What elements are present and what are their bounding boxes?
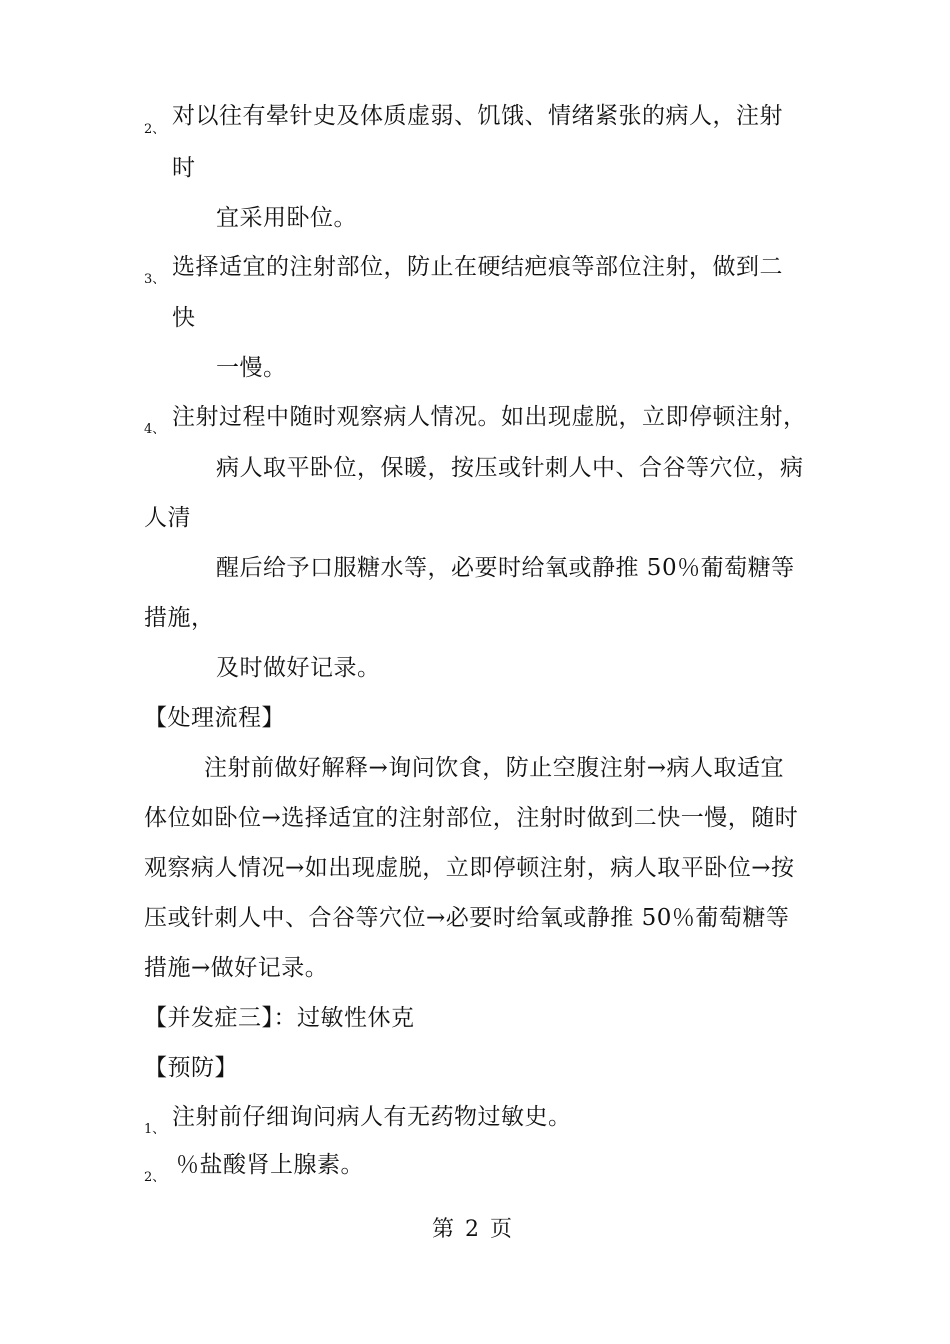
process-line-3: 观察病人情况→如出现虚脱，立即停顿注射，病人取平卧位→按 (144, 855, 795, 881)
complication-3-heading: 【并发症三】：过敏性休克 (144, 1005, 415, 1031)
prevention-heading: 【预防】 (144, 1055, 238, 1081)
prevention-item-2: ％盐酸肾上腺素。 (176, 1152, 364, 1178)
process-line-2: 体位如卧位→选择适宜的注射部位，注射时做到二快一慢，随时 (144, 805, 799, 831)
item-3-line-2: 快 (172, 305, 196, 331)
process-line-1: 注射前做好解释→询问饮食，防止空腹注射→病人取适宜 (204, 755, 785, 781)
item-4-line-3: 人清 (144, 505, 191, 531)
process-heading: 【处理流程】 (144, 705, 285, 731)
item-4-line-2: 病人取平卧位，保暖，按压或针刺人中、合谷等穴位，病 (216, 455, 804, 481)
item-4-line-5: 措施， (144, 605, 215, 631)
item-2-line-1: 对以往有晕针史及体质虚弱、饥饿、情绪紧张的病人，注射 (172, 103, 783, 129)
page-number: 第 2 页 (432, 1217, 514, 1242)
prevention-item-1: 注射前仔细询问病人有无药物过敏史。 (172, 1104, 572, 1130)
item-4-line-6: 及时做好记录。 (216, 655, 381, 681)
process-line-4: 压或针刺人中、合谷等穴位→必要时给氧或静推 50％葡萄糖等 (144, 905, 790, 931)
item-3-line-3: 一慢。 (216, 355, 287, 381)
item-2-line-3: 宜采用卧位。 (216, 205, 357, 231)
item-4-line-4: 醒后给予口服糖水等，必要时给氧或静推 50％葡萄糖等 (216, 555, 795, 581)
prevention-number-2: 2、 (144, 1170, 166, 1185)
list-number-4: 4、 (144, 422, 166, 437)
item-2-line-2: 时 (172, 155, 196, 181)
item-4-line-1: 注射过程中随时观察病人情况。如出现虚脱，立即停顿注射， (172, 404, 807, 430)
item-3-line-1: 选择适宜的注射部位，防止在硬结疤痕等部位注射，做到二 (172, 254, 783, 280)
list-number-2: 2、 (144, 122, 166, 137)
list-number-3: 3、 (144, 272, 166, 287)
prevention-number-1: 1、 (144, 1122, 166, 1137)
process-line-5: 措施→做好记录。 (144, 955, 329, 981)
